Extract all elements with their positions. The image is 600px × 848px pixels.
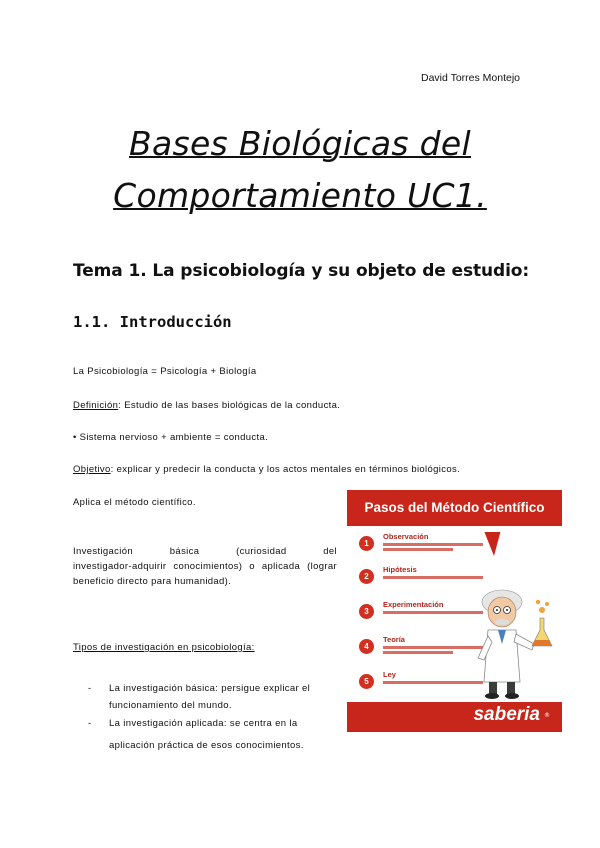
method-paragraph: Aplica el método científico. [73,497,196,508]
investigation-paragraph [73,544,337,589]
step-number: 3 [359,604,374,619]
step-description-line [383,576,483,579]
sistema-bullet: • Sistema nervioso + ambiente = conducta. [73,432,269,443]
scientific-method-infographic [347,490,562,732]
list-dash: - [88,718,92,729]
step-name: Ley [383,670,396,679]
step-number: 4 [359,639,374,654]
brand-registered-mark: ® [544,712,550,719]
title-line-2: Comportamiento UC1. [113,176,487,215]
objective-paragraph [73,464,460,475]
list-item-text: La investigación aplicada: se centra en la [109,718,298,729]
step-name: Observación [383,532,429,541]
step-description-line [383,543,483,546]
step-description-line [383,646,483,649]
psicobiologia-definition: La Psicobiología = Psicología + Biología [73,366,257,377]
definition-label: Definición [73,400,119,411]
types-heading: Tipos de investigación en psicobiología: [73,642,255,653]
step-number: 2 [359,569,374,584]
step-name: Experimentación [383,600,444,609]
investigation-line-2: investigador-adquirir conocimientos) o aplicada (lograr beneficio directo para humanidad). [73,561,337,587]
step-name: Teoría [383,635,405,644]
topic-heading: Tema 1. La psicobiología y su objeto de estudio: [73,261,530,281]
step-number: 1 [359,536,374,551]
step-description-line [383,548,453,551]
step-description-line [383,611,483,614]
list-dash: - [88,683,92,694]
author-name: David Torres Montejo [421,72,521,84]
investigation-line-1: Investigación básica (curiosidad del [73,546,337,557]
title-line-1: Bases Biológicas del [129,124,471,163]
list-item-continuation: aplicación práctica de esos conocimientos. [109,740,304,751]
definition-text: : Estudio de las bases biológicas de la conducta. [118,400,341,411]
section-heading: 1.1. Introducción [73,313,232,331]
scientist-illustration [472,532,562,700]
objective-label: Objetivo [73,464,111,475]
step-name: Hipótesis [383,565,417,574]
objective-text: : explicar y predecir la conducta y los actos mentales en términos biológicos. [110,464,461,475]
brand-logo: saberia [473,704,540,725]
step-description-line [383,681,483,684]
step-description-line [383,651,453,654]
list-item-text: La investigación básica: persigue explicar el funcionamiento del mundo. [109,683,311,711]
document-title [0,118,600,222]
infographic-header: Pasos del Método Científico [347,490,562,526]
definition-paragraph [73,400,340,411]
step-number: 5 [359,674,374,689]
